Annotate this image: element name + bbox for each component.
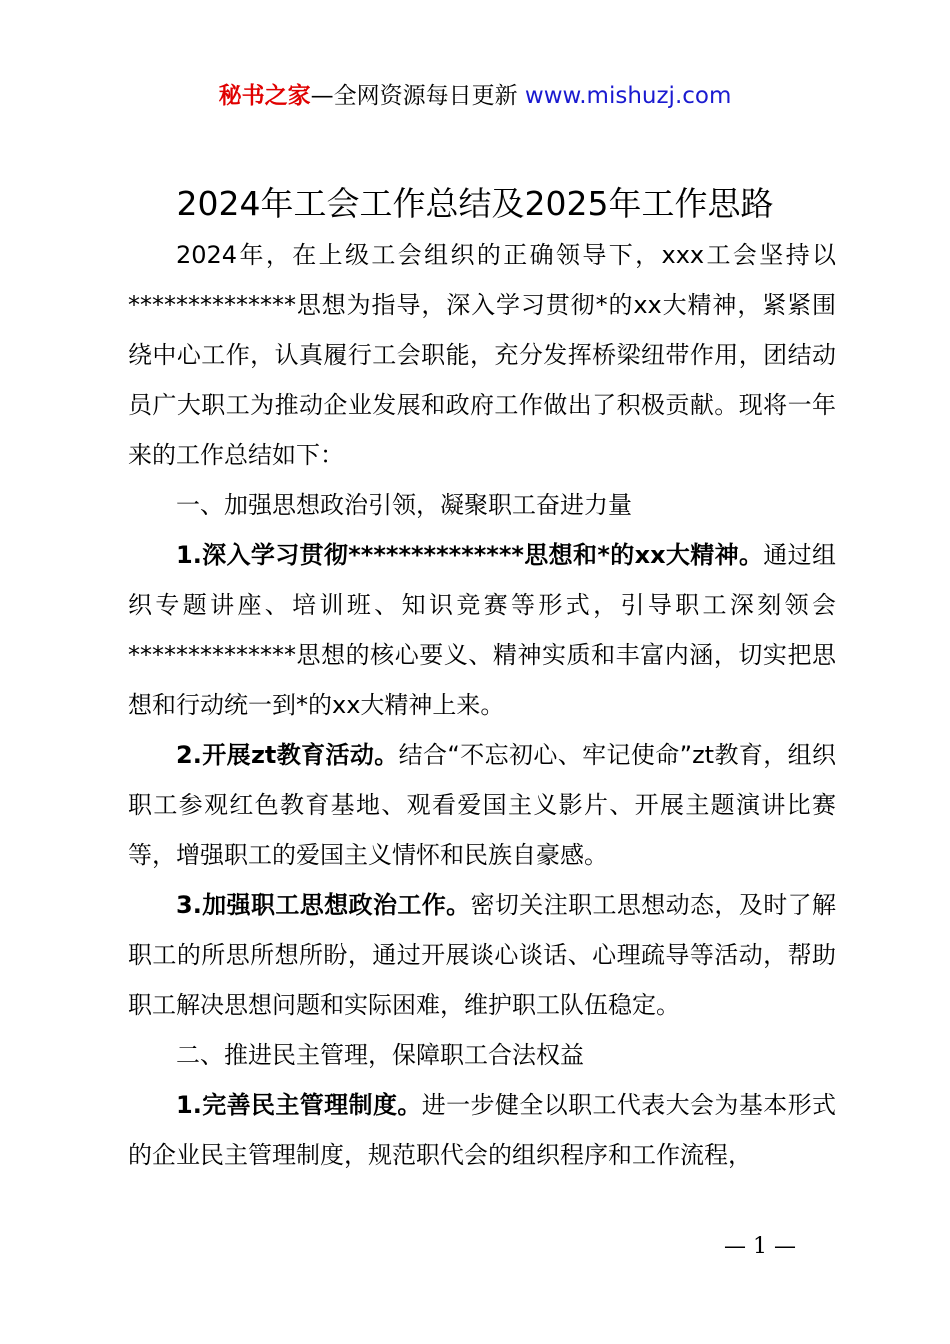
paragraph-text: 进一步健全以职工代表大会为基本形式的企业民主管理制度，规范职代会的组织程序和工作流程， <box>128 1091 836 1169</box>
paragraph-lead: 2.开展zt教育活动。 <box>176 741 399 769</box>
document-body <box>128 230 836 1180</box>
paragraph-text: 密切关注职工思想动态，及时了解职工的所思所想所盼，通过开展谈心谈话、心理疏导等活动，帮助职工解决思想问题和实际困难，维护职工队伍稳定。 <box>128 891 836 1019</box>
paragraph-text: 结合“不忘初心、牢记使命”zt教育，组织职工参观红色教育基地、观看爱国主义影片、开展主题演讲比赛等，增强职工的爱国主义情怀和民族自豪感。 <box>128 741 836 869</box>
site-banner <box>0 80 950 112</box>
document-title: 2024年工会工作总结及2025年工作思路 <box>176 184 774 223</box>
paragraph-item <box>128 530 836 730</box>
paragraph-lead: 3.加强职工思想政治工作。 <box>176 891 471 919</box>
paragraph-text: 2024年，在上级工会组织的正确领导下，xxx工会坚持以**************思想为指导，深入学习贯彻*的xx大精神，紧紧围绕中心工作，认真履行工会职能，充分发挥桥梁纽带作用，团结动员广大职工为推动企业发展和政府工作做出了积极贡献。现将一年来的工作总结如下： <box>128 241 836 469</box>
banner-brand: 秘书之家 <box>218 83 311 109</box>
paragraph-item <box>128 730 836 880</box>
banner-tagline: —全网资源每日更新 <box>310 83 525 109</box>
paragraph-item <box>128 880 836 1030</box>
section-heading-text: 一、加强思想政治引领，凝聚职工奋进力量 <box>176 491 632 519</box>
section-heading-text: 二、推进民主管理，保障职工合法权益 <box>176 1041 584 1069</box>
banner-url-link[interactable]: www.mishuzj.com <box>524 83 732 109</box>
paragraph-lead: 1.完善民主管理制度。 <box>176 1091 422 1119</box>
paragraph-item <box>128 1080 836 1180</box>
paragraph-lead: 1.深入学习贯彻**************思想和*的xx大精神。 <box>176 541 764 569</box>
paragraph-text: 通过组织专题讲座、培训班、知识竞赛等形式，引导职工深刻领会**************思想的核心要义、精神实质和丰富内涵，切实把思想和行动统一到*的xx大精神上来。 <box>128 541 836 719</box>
section-heading-2 <box>128 1030 836 1080</box>
section-heading-1 <box>128 480 836 530</box>
paragraph-intro <box>128 230 836 480</box>
page-number: — 1 — <box>724 1234 796 1259</box>
